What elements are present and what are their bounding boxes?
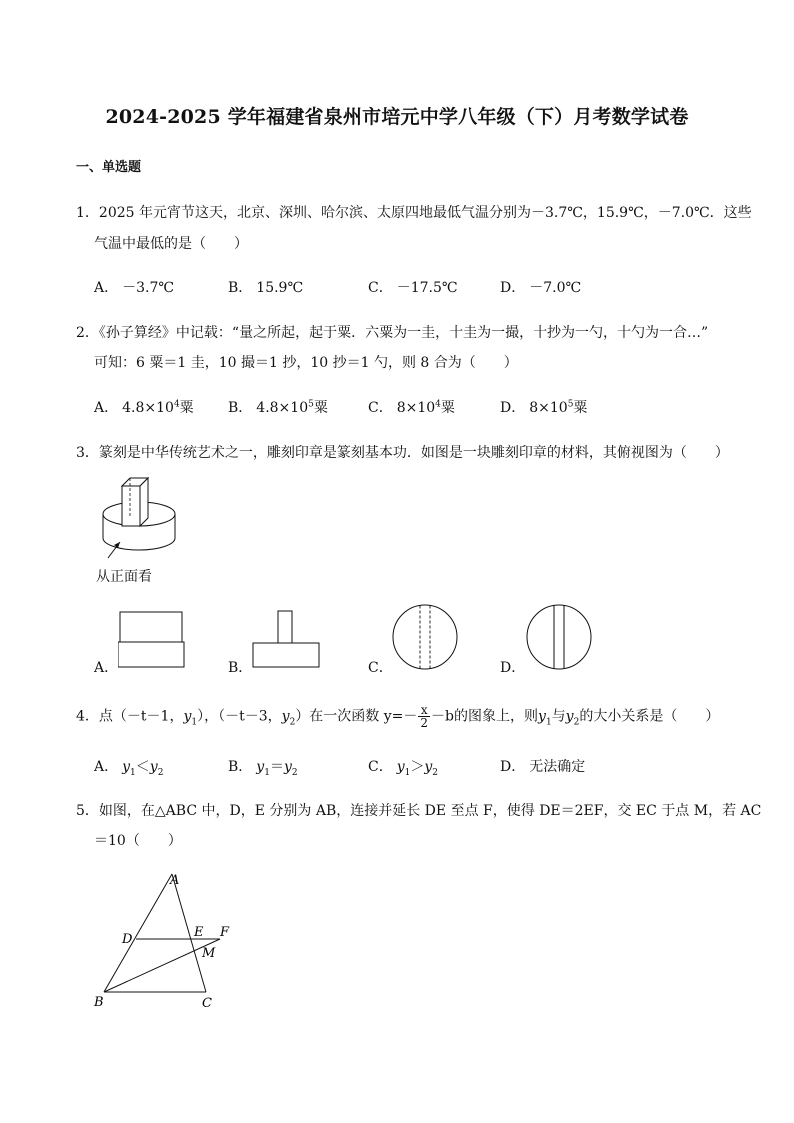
- q4-text-suffix: －b的图象上，则: [431, 708, 539, 725]
- option-base: 4.8×10: [122, 400, 174, 416]
- q3-option-a-figure[interactable]: [118, 610, 186, 670]
- option-rel: ＜: [135, 759, 150, 775]
- q3-option-c-letter[interactable]: C．: [368, 660, 393, 676]
- q5-stem-line2: ＝10（ ）: [94, 833, 182, 849]
- q3-option-d-letter[interactable]: D．: [500, 660, 526, 676]
- label-M: M: [202, 946, 216, 961]
- q5-triangle-figure: [90, 866, 240, 1011]
- option-letter: D．: [500, 400, 526, 416]
- q2-option-b[interactable]: [228, 397, 328, 417]
- option-letter: B．: [228, 280, 253, 296]
- option-var: y: [149, 759, 158, 775]
- label-A: A: [170, 873, 180, 888]
- q1-stem-line1: 1．2025 年元宵节这天，北京、深圳、哈尔滨、太原四地最低气温分别为－3.7℃，15.9℃，－7.0℃．这些: [76, 205, 752, 221]
- q3-option-c-figure[interactable]: [390, 604, 460, 670]
- q2-option-c[interactable]: [368, 397, 455, 417]
- option-base: 8×10: [529, 400, 568, 416]
- option-letter: A．: [94, 759, 119, 775]
- option-letter: D．: [500, 759, 526, 775]
- option-letter: C．: [368, 400, 393, 416]
- option-var: y: [396, 759, 405, 775]
- q3-option-b-figure[interactable]: [252, 610, 322, 670]
- label-F: F: [220, 925, 230, 940]
- q2-stem-line2: 可知：6 粟＝1 圭，10 撮＝1 抄，10 抄＝1 勺，则 8 合为（ ）: [94, 355, 518, 371]
- q3-figure-caption: 从正面看: [96, 569, 152, 585]
- option-letter: B．: [228, 400, 253, 416]
- option-text: －3.7℃: [122, 280, 175, 296]
- option-rel: ＝: [269, 759, 284, 775]
- q2-option-a[interactable]: [94, 397, 194, 417]
- fraction-numerator: x: [418, 704, 430, 717]
- q4-option-b[interactable]: B． $y_1=y_2$: [228, 759, 298, 778]
- option-unit: 粟: [313, 400, 328, 416]
- option-letter: B．: [228, 759, 253, 775]
- option-var: y: [256, 759, 265, 775]
- label-B: B: [94, 995, 104, 1010]
- q3-option-a-letter[interactable]: A．: [94, 660, 119, 676]
- q3-option-b-letter[interactable]: B．: [228, 660, 253, 676]
- q2-option-d[interactable]: [500, 397, 587, 417]
- option-exponent: 4: [435, 399, 441, 410]
- label-D: D: [122, 932, 133, 947]
- option-unit: 粟: [573, 400, 588, 416]
- option-base: 4.8×10: [256, 400, 309, 416]
- option-rel: ＞: [410, 759, 425, 775]
- option-unit: 粟: [440, 400, 455, 416]
- q4-option-c[interactable]: C． $y_1>y_2$: [368, 759, 439, 778]
- q4-var-y1: y: [183, 708, 192, 725]
- q1-option-c[interactable]: [368, 277, 458, 297]
- cylinder-bottom-arc: [103, 538, 175, 550]
- option-var: y: [424, 759, 433, 775]
- section-heading: 一、单选题: [76, 160, 142, 175]
- q5-stem-line1: 5．如图，在△ABC 中，D，E 分别为 AB，连接并延长 DE 至点 F，使得 DE＝2EF，交 EC 于点 M，若 AC: [76, 803, 762, 819]
- q4-var-y1b: y: [538, 708, 546, 725]
- option-var: y: [122, 759, 131, 775]
- segment-AB: [104, 874, 172, 992]
- option-exponent: 4: [173, 399, 180, 410]
- option-base: 8×10: [396, 400, 436, 416]
- q4-option-a[interactable]: A． $y_1<y_2$: [94, 759, 164, 778]
- q1-option-a[interactable]: [94, 277, 174, 297]
- option-letter: A．: [94, 280, 119, 296]
- option-exponent: 5: [308, 399, 314, 410]
- option-letter: A．: [94, 400, 119, 416]
- option-text: －17.5℃: [396, 280, 458, 296]
- option-text: 无法确定: [529, 759, 586, 775]
- q4-text-tail: 的大小关系是（ ）: [579, 708, 720, 725]
- q4-text-rel: 与: [551, 708, 566, 725]
- option-letter: C．: [368, 759, 393, 775]
- label-E: E: [194, 925, 204, 940]
- q3-stem-line1: 3．篆刻是中华传统艺术之一，雕刻印章是篆刻基本功．如图是一块雕刻印章的材料，其俯视图为（ ）: [76, 445, 729, 461]
- q4-text-mid2: ）在一次函数 y=－: [295, 708, 418, 725]
- option-text: －7.0℃: [529, 280, 582, 296]
- prism-side-face: [140, 478, 148, 526]
- q4-text-mid1: ），（－t－3，: [197, 708, 282, 725]
- q4-var-y2: y: [281, 708, 290, 725]
- q4-option-d[interactable]: [500, 756, 585, 776]
- q4-var-y2b: y: [565, 708, 574, 725]
- option-unit: 粟: [179, 400, 194, 416]
- q4-fraction: [418, 704, 430, 729]
- option-letter: D．: [500, 280, 526, 296]
- prism-front-face: [122, 486, 140, 526]
- option-letter: C．: [368, 280, 393, 296]
- q4-stem: 4．点（－t－1，$y_1$），（－t－3，$y_2$）在一次函数 y=－ $\frac{x}{2}$ －b的图象上，则$y_1$与$y_2$的大小关系是（ ）: [76, 703, 720, 730]
- option-exponent: 5: [567, 399, 574, 410]
- q4-text-prefix: 4．点（－t－1，: [76, 708, 184, 725]
- q1-option-d[interactable]: [500, 277, 581, 297]
- page-title: 2024-2025 学年福建省泉州市培元中学八年级（下）月考数学试卷: [105, 106, 689, 128]
- label-C: C: [202, 996, 212, 1011]
- q1-option-b[interactable]: [228, 277, 303, 297]
- q3-option-d-figure[interactable]: [524, 604, 594, 670]
- fraction-denominator: 2: [420, 716, 429, 730]
- option-text: 15.9℃: [256, 280, 304, 296]
- option-var: y: [283, 759, 292, 775]
- q3-seal-figure: [96, 472, 186, 564]
- q2-stem-line1: 2．《孙子算经》中记载：“量之所起，起于粟．六粟为一圭，十圭为一撮，十抄为一勺，十勺为一合…”: [76, 325, 709, 341]
- q1-stem-line2: 气温中最低的是（ ）: [94, 236, 248, 252]
